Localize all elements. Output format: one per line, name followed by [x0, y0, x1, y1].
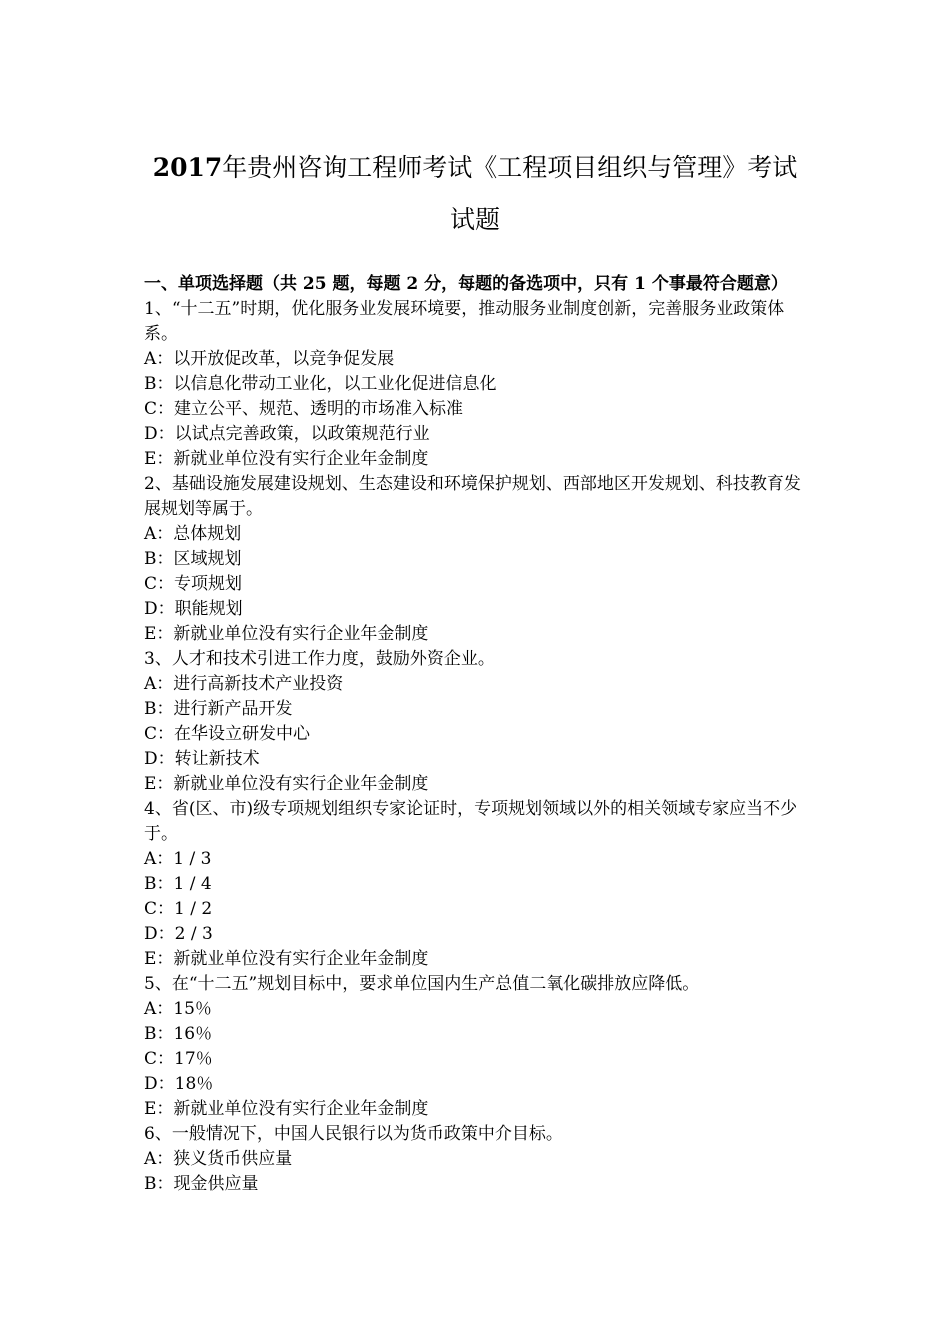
question-6: [144, 1122, 809, 1197]
option-a: A：狭义货币供应量: [144, 1149, 293, 1169]
question-4: [144, 797, 809, 972]
option-d: D：2 / 3: [144, 924, 213, 944]
question-stem: 2、基础设施发展建设规划、生态建设和环境保护规划、西部地区开发规划、科技教育发展规划等属于。: [144, 474, 801, 519]
question-stem: 3、人才和技术引进工作力度，鼓励外资企业。: [144, 649, 495, 669]
option-c: C：专项规划: [144, 574, 243, 594]
question-stem: 4、省(区、市)级专项规划组织专家论证时，专项规划领域以外的相关领域专家应当不少于。: [144, 799, 798, 844]
option-d: D：18％: [144, 1074, 214, 1094]
option-b: B：区域规划: [144, 549, 242, 569]
option-d: D：职能规划: [144, 599, 243, 619]
question-3: [144, 647, 809, 797]
option-b: B：以信息化带动工业化，以工业化促进信息化: [144, 374, 497, 394]
option-e: E：新就业单位没有实行企业年金制度: [144, 624, 429, 644]
option-a: A：总体规划: [144, 524, 242, 544]
option-d: D：以试点完善政策，以政策规范行业: [144, 424, 430, 444]
section-heading: 一、单项选择题（共 25 题，每题 2 分，每题的备选项中，只有 1 个事最符合题意）: [144, 274, 788, 294]
question-stem: 1、“十二五”时期，优化服务业发展环境要，推动服务业制度创新，完善服务业政策体系。: [144, 299, 785, 344]
option-e: E：新就业单位没有实行企业年金制度: [144, 449, 429, 469]
document-body: [144, 272, 809, 1197]
question-1: [144, 297, 809, 472]
option-e: E：新就业单位没有实行企业年金制度: [144, 949, 429, 969]
question-stem: 5、在“十二五”规划目标中，要求单位国内生产总值二氧化碳排放应降低。: [144, 974, 700, 994]
option-e: E：新就业单位没有实行企业年金制度: [144, 1099, 429, 1119]
option-a: A：1 / 3: [144, 849, 212, 869]
option-a: A：以开放促改革，以竞争促发展: [144, 349, 395, 369]
question-5: [144, 972, 809, 1122]
option-c: C：建立公平、规范、透明的市场准入标准: [144, 399, 464, 419]
option-d: D：转让新技术: [144, 749, 260, 769]
option-a: A：进行高新技术产业投资: [144, 674, 344, 694]
option-b: B：进行新产品开发: [144, 699, 293, 719]
title-year: 2017: [152, 153, 223, 182]
option-c: C：17％: [144, 1049, 213, 1069]
option-b: B：1 / 4: [144, 874, 212, 894]
option-b: B：16％: [144, 1024, 213, 1044]
option-b: B：现金供应量: [144, 1174, 259, 1194]
question-stem: 6、一般情况下，中国人民银行以为货币政策中介目标。: [144, 1124, 563, 1144]
question-2: [144, 472, 809, 647]
document-title: [120, 142, 830, 246]
title-line-1-text: 年贵州咨询工程师考试《工程项目组织与管理》考试: [222, 153, 798, 182]
option-a: A：15％: [144, 999, 212, 1019]
title-line-1: [120, 142, 830, 194]
title-line-2: 试题: [449, 205, 500, 234]
option-c: C：在华设立研发中心: [144, 724, 311, 744]
option-e: E：新就业单位没有实行企业年金制度: [144, 774, 429, 794]
option-c: C：1 / 2: [144, 899, 213, 919]
